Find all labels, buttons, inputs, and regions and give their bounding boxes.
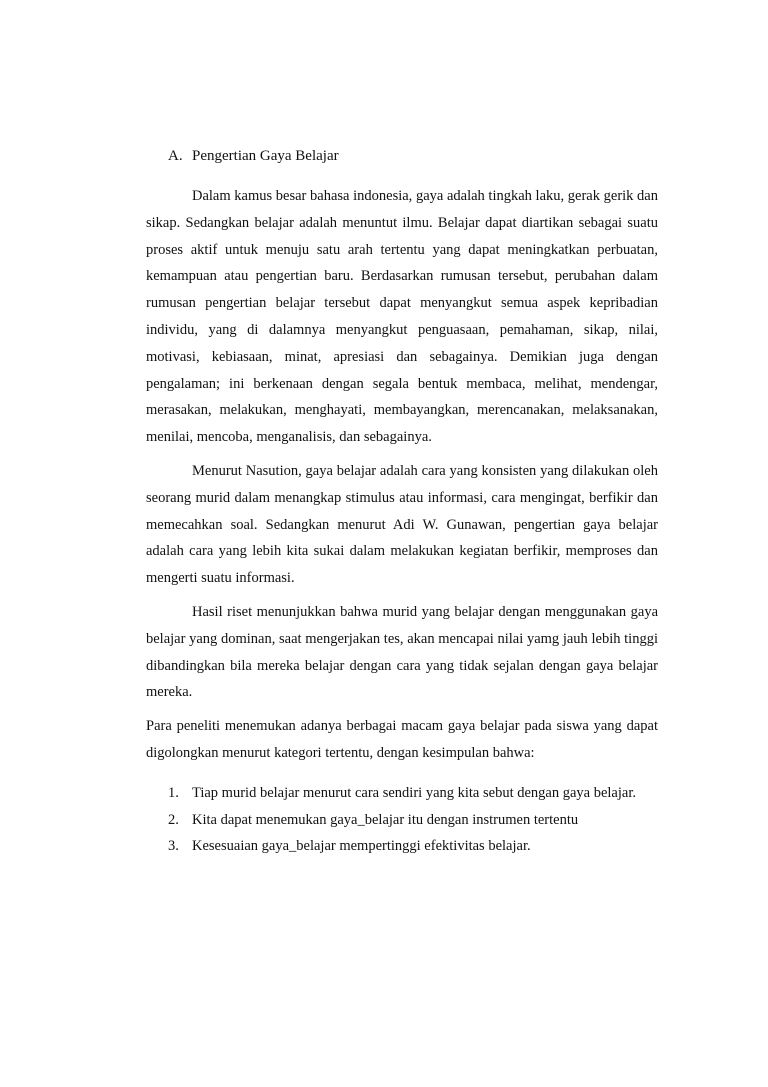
document-body — [146, 145, 658, 860]
section-title: Pengertian Gaya Belajar — [192, 148, 339, 164]
list-item-text: Kita dapat menemukan gaya_belajar itu dengan instrumen tertentu — [192, 811, 579, 828]
conclusion-list — [168, 780, 658, 860]
list-item — [168, 807, 658, 834]
list-item — [168, 780, 658, 807]
list-item — [168, 833, 658, 860]
list-item-text: Kesesuaian gaya_belajar mempertinggi efektivitas belajar. — [192, 838, 531, 855]
list-item-text: Tiap murid belajar menurut cara sendiri yang kita sebut dengan gaya belajar. — [192, 784, 636, 801]
list-item-number: 1. — [168, 784, 179, 801]
list-item-number: 3. — [168, 838, 179, 855]
paragraph-research: Hasil riset menunjukkan bahwa murid yang belajar dengan menggunakan gaya belajar yang dominan, saat mengerjakan tes, akan mencapai nilai yamg jauh lebih tinggi dibandingkan bila mereka belajar dengan cara yang tidak sejalan dengan gaya belajar mereka. — [146, 603, 658, 701]
paragraph-nasution: Menurut Nasution, gaya belajar adalah cara yang konsisten yang dilakukan oleh seorang murid dalam menangkap stimulus atau informasi, cara mengingat, berfikir dan memecahkan soal. Sedangkan menurut Adi W. Gunawan, pengertian gaya belajar adalah cara yang lebih kita sukai dalam melakukan kegiatan berfikir, memproses dan mengerti suatu informasi. — [146, 462, 658, 587]
paragraph-researchers: Para peneliti menemukan adanya berbagai macam gaya belajar pada siswa yang dapat digolongkan menurut kategori tertentu, dengan kesimpulan bahwa: — [146, 718, 658, 761]
section-heading — [168, 145, 658, 167]
section-marker: A. — [168, 148, 183, 164]
paragraph-definition: Dalam kamus besar bahasa indonesia, gaya adalah tingkah laku, gerak gerik dan sikap. Sedangkan belajar adalah menuntut ilmu. Belajar dapat diartikan sebagai suatu proses aktif untuk menuju satu arah tertentu yang dapat meningkatkan perbuatan, kemampuan atau pengertian baru. Berdasarkan rumusan tersebut, perubahan dalam rumusan pengertian belajar tersebut dapat menyangkut semua aspek kepribadian individu, yang di dalamnya menyangkut penguasaan, pemahaman, sikap, nilai, motivasi, kebiasaan, minat, apresiasi dan sebagainya. Demikian juga dengan pengalaman; ini berkenaan dengan segala bentuk membaca, melihat, mendengar, merasakan, melakukan, menghayati, membayangkan, merencanakan, melaksanakan, menilai, mencoba, menganalisis, dan sebagainya. — [146, 188, 658, 446]
list-item-number: 2. — [168, 811, 179, 828]
